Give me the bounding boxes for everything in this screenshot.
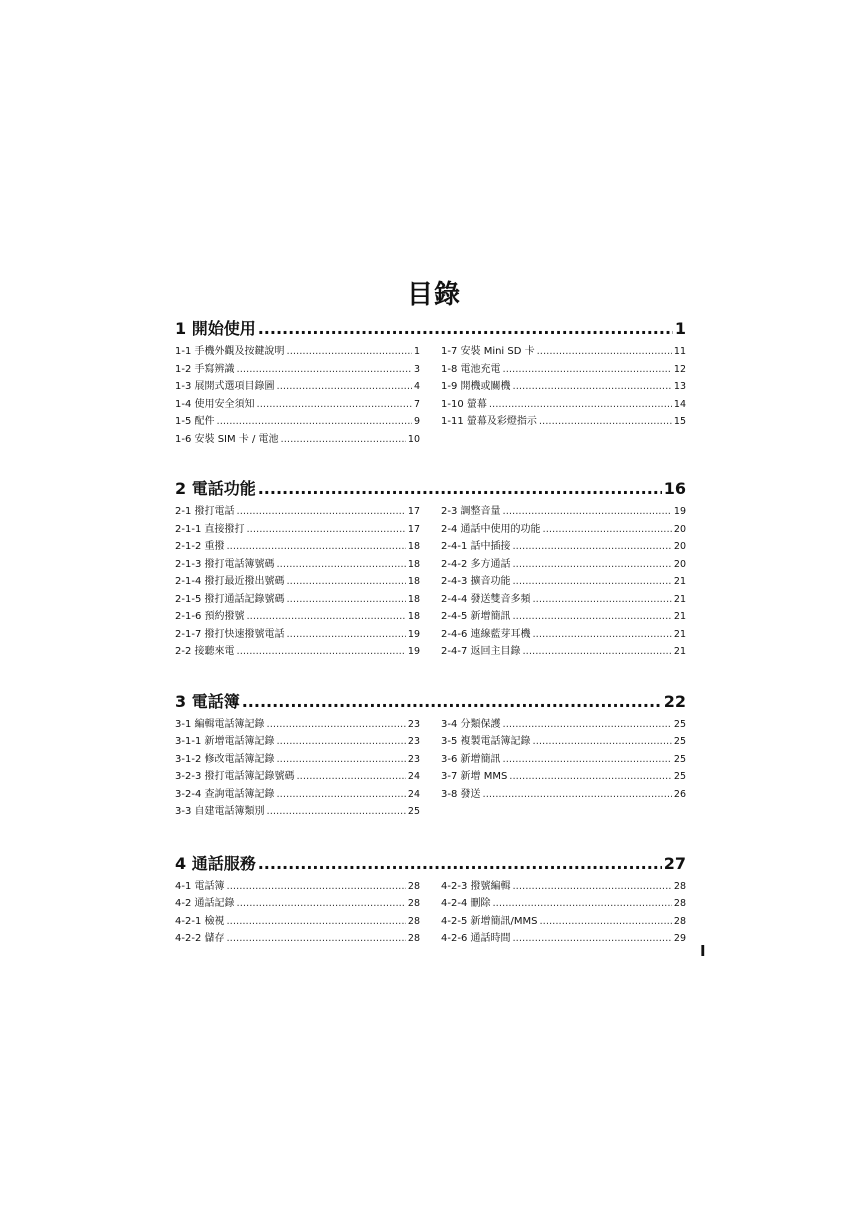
toc-entry-page: 11 bbox=[673, 346, 686, 357]
leader-dots bbox=[237, 503, 406, 521]
leader-dots bbox=[276, 733, 405, 751]
toc-entries bbox=[175, 878, 686, 948]
leader-dots bbox=[276, 786, 405, 804]
leader-dots bbox=[226, 930, 405, 948]
leader-dots bbox=[512, 538, 671, 556]
toc-entry[interactable] bbox=[175, 556, 420, 574]
leader-dots bbox=[258, 853, 662, 875]
leader-dots bbox=[537, 343, 672, 361]
toc-column-left bbox=[175, 503, 420, 661]
toc-entry-page: 28 bbox=[673, 880, 686, 892]
section-heading[interactable] bbox=[175, 318, 686, 340]
leader-dots bbox=[267, 716, 406, 734]
toc-entry-label: 2-2 接聽來電 bbox=[175, 646, 235, 657]
toc-entry[interactable] bbox=[441, 895, 686, 913]
section-heading-label: 4 通話服務 bbox=[175, 853, 256, 873]
toc-entry[interactable] bbox=[441, 733, 686, 751]
toc-entry-label: 3-4 分類保護 bbox=[441, 718, 501, 730]
toc-entry[interactable] bbox=[441, 396, 686, 414]
toc-entry-page: 28 bbox=[407, 933, 420, 944]
leader-dots bbox=[226, 913, 405, 931]
toc-entry[interactable] bbox=[441, 413, 686, 431]
toc-entry[interactable] bbox=[441, 361, 686, 379]
toc-entry-page: 25 bbox=[673, 771, 686, 782]
page-title: 目錄 bbox=[406, 280, 461, 310]
leader-dots bbox=[276, 751, 405, 769]
toc-entry[interactable] bbox=[441, 643, 686, 661]
toc-entry-page: 18 bbox=[407, 558, 420, 570]
leader-dots bbox=[503, 751, 672, 769]
section-page-number: 27 bbox=[663, 853, 686, 873]
toc-entry-page: 19 bbox=[407, 628, 420, 640]
toc-entry-label: 2-4-2 多方通話 bbox=[441, 558, 511, 570]
leader-dots bbox=[258, 318, 673, 340]
toc-entry-page: 24 bbox=[407, 788, 420, 800]
toc-entry-label: 1-4 使用安全須知 bbox=[175, 398, 255, 410]
toc-section bbox=[175, 318, 686, 448]
toc-entry-label: 4-2-2 儲存 bbox=[175, 933, 225, 944]
toc-entry[interactable] bbox=[441, 521, 686, 539]
leader-dots bbox=[226, 538, 405, 556]
toc-entry-page: 4 bbox=[413, 381, 420, 392]
toc-entry[interactable] bbox=[441, 626, 686, 644]
toc-entry-page: 18 bbox=[407, 611, 420, 622]
toc-entry-page: 14 bbox=[673, 398, 686, 410]
toc-section bbox=[175, 691, 686, 821]
toc-entry-label: 1-10 螢幕 bbox=[441, 398, 487, 410]
table-of-contents bbox=[175, 318, 686, 948]
toc-entry[interactable] bbox=[441, 573, 686, 591]
toc-entry-label: 2-1-5 撥打通話記錄號碼 bbox=[175, 593, 285, 605]
toc-entry-page: 25 bbox=[673, 736, 686, 747]
section-page-number: 16 bbox=[663, 479, 686, 498]
toc-entry-page: 18 bbox=[407, 541, 420, 552]
toc-entry-page: 21 bbox=[673, 646, 686, 657]
toc-entry-label: 2-4-4 發送雙音多頻 bbox=[441, 593, 531, 605]
toc-entry-page: 28 bbox=[673, 898, 686, 909]
toc-entry-label: 1-5 配件 bbox=[175, 416, 215, 427]
toc-entry[interactable] bbox=[175, 878, 420, 896]
toc-entry-page: 23 bbox=[407, 718, 420, 730]
toc-entry-label: 1-6 安裝 SIM 卡 / 電池 bbox=[175, 433, 279, 445]
leader-dots bbox=[503, 716, 672, 734]
toc-entry-page: 29 bbox=[673, 933, 686, 944]
toc-entry-label: 2-1-3 撥打電話簿號碼 bbox=[175, 558, 275, 570]
toc-entry-label: 3-8 發送 bbox=[441, 788, 481, 800]
toc-entry-page: 23 bbox=[407, 736, 420, 747]
section-heading[interactable] bbox=[175, 853, 686, 875]
leader-dots bbox=[512, 930, 671, 948]
toc-entry-page: 17 bbox=[407, 506, 420, 517]
toc-entry-page: 25 bbox=[673, 753, 686, 765]
toc-entry-label: 2-1-6 預約撥號 bbox=[175, 611, 245, 622]
toc-column-left bbox=[175, 343, 420, 448]
toc-entry-page: 9 bbox=[413, 416, 420, 427]
toc-entry-label: 2-4-1 話中插接 bbox=[441, 541, 511, 552]
toc-entry-page: 13 bbox=[673, 381, 686, 392]
leader-dots bbox=[513, 378, 672, 396]
toc-entry-label: 1-3 展開式選項目錄圖 bbox=[175, 381, 275, 392]
toc-entry-label: 4-2 通話記錄 bbox=[175, 898, 235, 909]
toc-entry-page: 20 bbox=[673, 541, 686, 552]
leader-dots bbox=[277, 378, 412, 396]
toc-entry-page: 26 bbox=[673, 788, 686, 800]
toc-entry-label: 3-2-3 撥打電話簿記錄號碼 bbox=[175, 771, 295, 782]
toc-entry-page: 25 bbox=[673, 718, 686, 730]
toc-entry[interactable] bbox=[175, 913, 420, 931]
toc-entries bbox=[175, 343, 686, 448]
toc-entry-label: 4-1 電話簿 bbox=[175, 880, 225, 892]
toc-entry-page: 20 bbox=[673, 523, 686, 535]
toc-entry-label: 1-7 安裝 Mini SD 卡 bbox=[441, 346, 535, 357]
toc-entry-page: 19 bbox=[407, 646, 420, 657]
leader-dots bbox=[227, 878, 406, 896]
toc-entry-page: 21 bbox=[673, 611, 686, 622]
leader-dots bbox=[532, 591, 671, 609]
leader-dots bbox=[522, 643, 671, 661]
leader-dots bbox=[296, 768, 405, 786]
toc-entry[interactable] bbox=[441, 751, 686, 769]
toc-entry-page: 21 bbox=[673, 628, 686, 640]
toc-entry-page: 28 bbox=[407, 898, 420, 909]
leader-dots bbox=[492, 895, 671, 913]
toc-entry-label: 3-1-2 修改電話簿記錄 bbox=[175, 753, 275, 765]
section-page-number: 22 bbox=[663, 691, 686, 711]
leader-dots bbox=[539, 913, 671, 931]
toc-entry-label: 1-2 手寫辨識 bbox=[175, 363, 235, 375]
toc-entry-label: 3-7 新增 MMS bbox=[441, 771, 508, 782]
toc-entry-page: 25 bbox=[407, 806, 420, 817]
toc-entry[interactable] bbox=[441, 768, 686, 786]
section-heading[interactable] bbox=[175, 691, 686, 713]
toc-entry[interactable] bbox=[175, 538, 420, 556]
toc-entry-label: 4-2-5 新增簡訊/MMS bbox=[441, 915, 538, 927]
toc-entry[interactable] bbox=[175, 768, 420, 786]
leader-dots bbox=[237, 361, 412, 379]
toc-section bbox=[175, 853, 686, 948]
section-heading[interactable] bbox=[175, 478, 686, 500]
toc-entry-page: 12 bbox=[673, 363, 686, 375]
toc-entry-label: 2-1-4 撥打最近撥出號碼 bbox=[175, 576, 285, 587]
toc-entry-label: 2-1-2 重撥 bbox=[175, 541, 225, 552]
toc-entry-page: 3 bbox=[413, 363, 420, 375]
toc-entry[interactable] bbox=[175, 361, 420, 379]
toc-entry-label: 4-2-1 檢視 bbox=[175, 915, 225, 927]
leader-dots bbox=[512, 878, 671, 896]
toc-entry-label: 2-4-3 擴音功能 bbox=[441, 576, 511, 587]
toc-column-right bbox=[441, 343, 686, 448]
toc-entry-page: 18 bbox=[407, 593, 420, 605]
leader-dots bbox=[503, 503, 672, 521]
toc-entry[interactable] bbox=[175, 626, 420, 644]
leader-dots bbox=[483, 786, 672, 804]
leader-dots bbox=[237, 643, 406, 661]
toc-entry[interactable] bbox=[175, 786, 420, 804]
toc-entry[interactable] bbox=[175, 378, 420, 396]
toc-entry-page: 28 bbox=[673, 915, 686, 927]
toc-entry[interactable] bbox=[175, 716, 420, 734]
toc-entry[interactable] bbox=[441, 538, 686, 556]
toc-column-right bbox=[441, 878, 686, 948]
toc-entries bbox=[175, 716, 686, 821]
toc-entry[interactable] bbox=[175, 521, 420, 539]
toc-entry[interactable] bbox=[441, 591, 686, 609]
leader-dots bbox=[286, 573, 405, 591]
leader-dots bbox=[539, 413, 672, 431]
toc-entry-label: 2-1-7 撥打快速撥號電話 bbox=[175, 628, 285, 640]
toc-entry-page: 18 bbox=[407, 576, 420, 587]
toc-entry-label: 4-2-6 通話時間 bbox=[441, 933, 511, 944]
leader-dots bbox=[509, 768, 672, 786]
toc-entry[interactable] bbox=[175, 803, 420, 821]
toc-entry[interactable] bbox=[175, 608, 420, 626]
leader-dots bbox=[286, 591, 405, 609]
toc-entry[interactable] bbox=[175, 573, 420, 591]
section-heading-label: 1 開始使用 bbox=[175, 319, 256, 338]
page-number-marker: I bbox=[700, 942, 706, 960]
toc-entry-page: 20 bbox=[673, 558, 686, 570]
toc-entry[interactable] bbox=[175, 751, 420, 769]
leader-dots bbox=[532, 626, 671, 644]
toc-entry-page: 10 bbox=[407, 433, 420, 445]
leader-dots bbox=[242, 691, 662, 713]
leader-dots bbox=[257, 396, 412, 414]
toc-entry[interactable] bbox=[441, 503, 686, 521]
toc-entry-label: 3-2-4 查詢電話簿記錄 bbox=[175, 788, 275, 800]
toc-entry-label: 3-1 編輯電話簿記錄 bbox=[175, 718, 265, 730]
toc-entry-page: 23 bbox=[407, 753, 420, 765]
toc-entry[interactable] bbox=[441, 716, 686, 734]
toc-entry-label: 3-3 自建電話簿類別 bbox=[175, 806, 265, 817]
toc-column-right bbox=[441, 716, 686, 821]
toc-entry[interactable] bbox=[441, 343, 686, 361]
toc-column-right bbox=[441, 503, 686, 661]
leader-dots bbox=[276, 556, 405, 574]
toc-entry[interactable] bbox=[175, 930, 420, 948]
toc-entry[interactable] bbox=[175, 503, 420, 521]
toc-entry[interactable] bbox=[175, 895, 420, 913]
toc-entry-label: 2-4-5 新增簡訊 bbox=[441, 611, 511, 622]
leader-dots bbox=[512, 573, 671, 591]
toc-entry-page: 21 bbox=[673, 593, 686, 605]
toc-entry[interactable] bbox=[441, 913, 686, 931]
toc-entry-label: 3-1-1 新增電話簿記錄 bbox=[175, 736, 275, 747]
leader-dots bbox=[533, 733, 672, 751]
leader-dots bbox=[287, 343, 412, 361]
toc-entry-page: 7 bbox=[413, 398, 420, 410]
toc-section bbox=[175, 478, 686, 661]
toc-entry-page: 1 bbox=[413, 346, 420, 357]
toc-entry-page: 19 bbox=[673, 506, 686, 517]
toc-entry-label: 2-4 通話中使用的功能 bbox=[441, 523, 541, 535]
toc-entry[interactable] bbox=[175, 396, 420, 414]
leader-dots bbox=[512, 608, 671, 626]
toc-entry[interactable] bbox=[441, 786, 686, 804]
toc-entry-label: 4-2-3 撥號編輯 bbox=[441, 880, 511, 892]
toc-entries bbox=[175, 503, 686, 661]
toc-entry-label: 2-4-6 連線藍芽耳機 bbox=[441, 628, 531, 640]
leader-dots bbox=[267, 803, 406, 821]
toc-column-left bbox=[175, 878, 420, 948]
leader-dots bbox=[512, 556, 671, 574]
toc-entry-page: 17 bbox=[407, 523, 420, 535]
toc-entry-label: 2-3 調整音量 bbox=[441, 506, 501, 517]
leader-dots bbox=[246, 608, 405, 626]
toc-entry-page: 21 bbox=[673, 576, 686, 587]
toc-entry[interactable] bbox=[175, 343, 420, 361]
leader-dots bbox=[286, 626, 405, 644]
toc-entry[interactable] bbox=[441, 378, 686, 396]
toc-entry-page: 24 bbox=[407, 771, 420, 782]
toc-entry-page: 28 bbox=[407, 915, 420, 927]
toc-entry[interactable] bbox=[175, 643, 420, 661]
leader-dots bbox=[258, 478, 662, 500]
section-heading-label: 3 電話簿 bbox=[175, 691, 240, 711]
leader-dots bbox=[503, 361, 672, 379]
leader-dots bbox=[543, 521, 672, 539]
toc-entry-label: 3-6 新增簡訊 bbox=[441, 753, 501, 765]
toc-entry[interactable] bbox=[175, 733, 420, 751]
leader-dots bbox=[489, 396, 672, 414]
toc-entry-label: 1-9 開機或關機 bbox=[441, 381, 511, 392]
toc-entry-label: 3-5 複製電話簿記錄 bbox=[441, 736, 531, 747]
toc-entry-page: 28 bbox=[407, 880, 420, 892]
toc-entry[interactable] bbox=[441, 930, 686, 948]
toc-entry-label: 2-1 撥打電話 bbox=[175, 506, 235, 517]
toc-entry-label: 2-4-7 返回主目錄 bbox=[441, 646, 521, 657]
section-page-number: 1 bbox=[674, 319, 686, 338]
section-heading-label: 2 電話功能 bbox=[175, 479, 256, 498]
toc-entry[interactable] bbox=[175, 431, 420, 449]
leader-dots bbox=[217, 413, 412, 431]
leader-dots bbox=[281, 431, 406, 449]
toc-entry-label: 1-1 手機外觀及按鍵說明 bbox=[175, 346, 285, 357]
toc-entry[interactable] bbox=[441, 556, 686, 574]
toc-entry[interactable] bbox=[441, 878, 686, 896]
toc-entry-page: 15 bbox=[673, 416, 686, 427]
toc-entry[interactable] bbox=[175, 591, 420, 609]
leader-dots bbox=[237, 895, 406, 913]
toc-entry-label: 2-1-1 直接撥打 bbox=[175, 523, 245, 535]
toc-entry[interactable] bbox=[175, 413, 420, 431]
leader-dots bbox=[246, 521, 405, 539]
toc-entry-label: 1-8 電池充電 bbox=[441, 363, 501, 375]
toc-entry-label: 4-2-4 刪除 bbox=[441, 898, 491, 909]
toc-entry[interactable] bbox=[441, 608, 686, 626]
toc-entry-label: 1-11 螢幕及彩燈指示 bbox=[441, 416, 537, 427]
toc-column-left bbox=[175, 716, 420, 821]
